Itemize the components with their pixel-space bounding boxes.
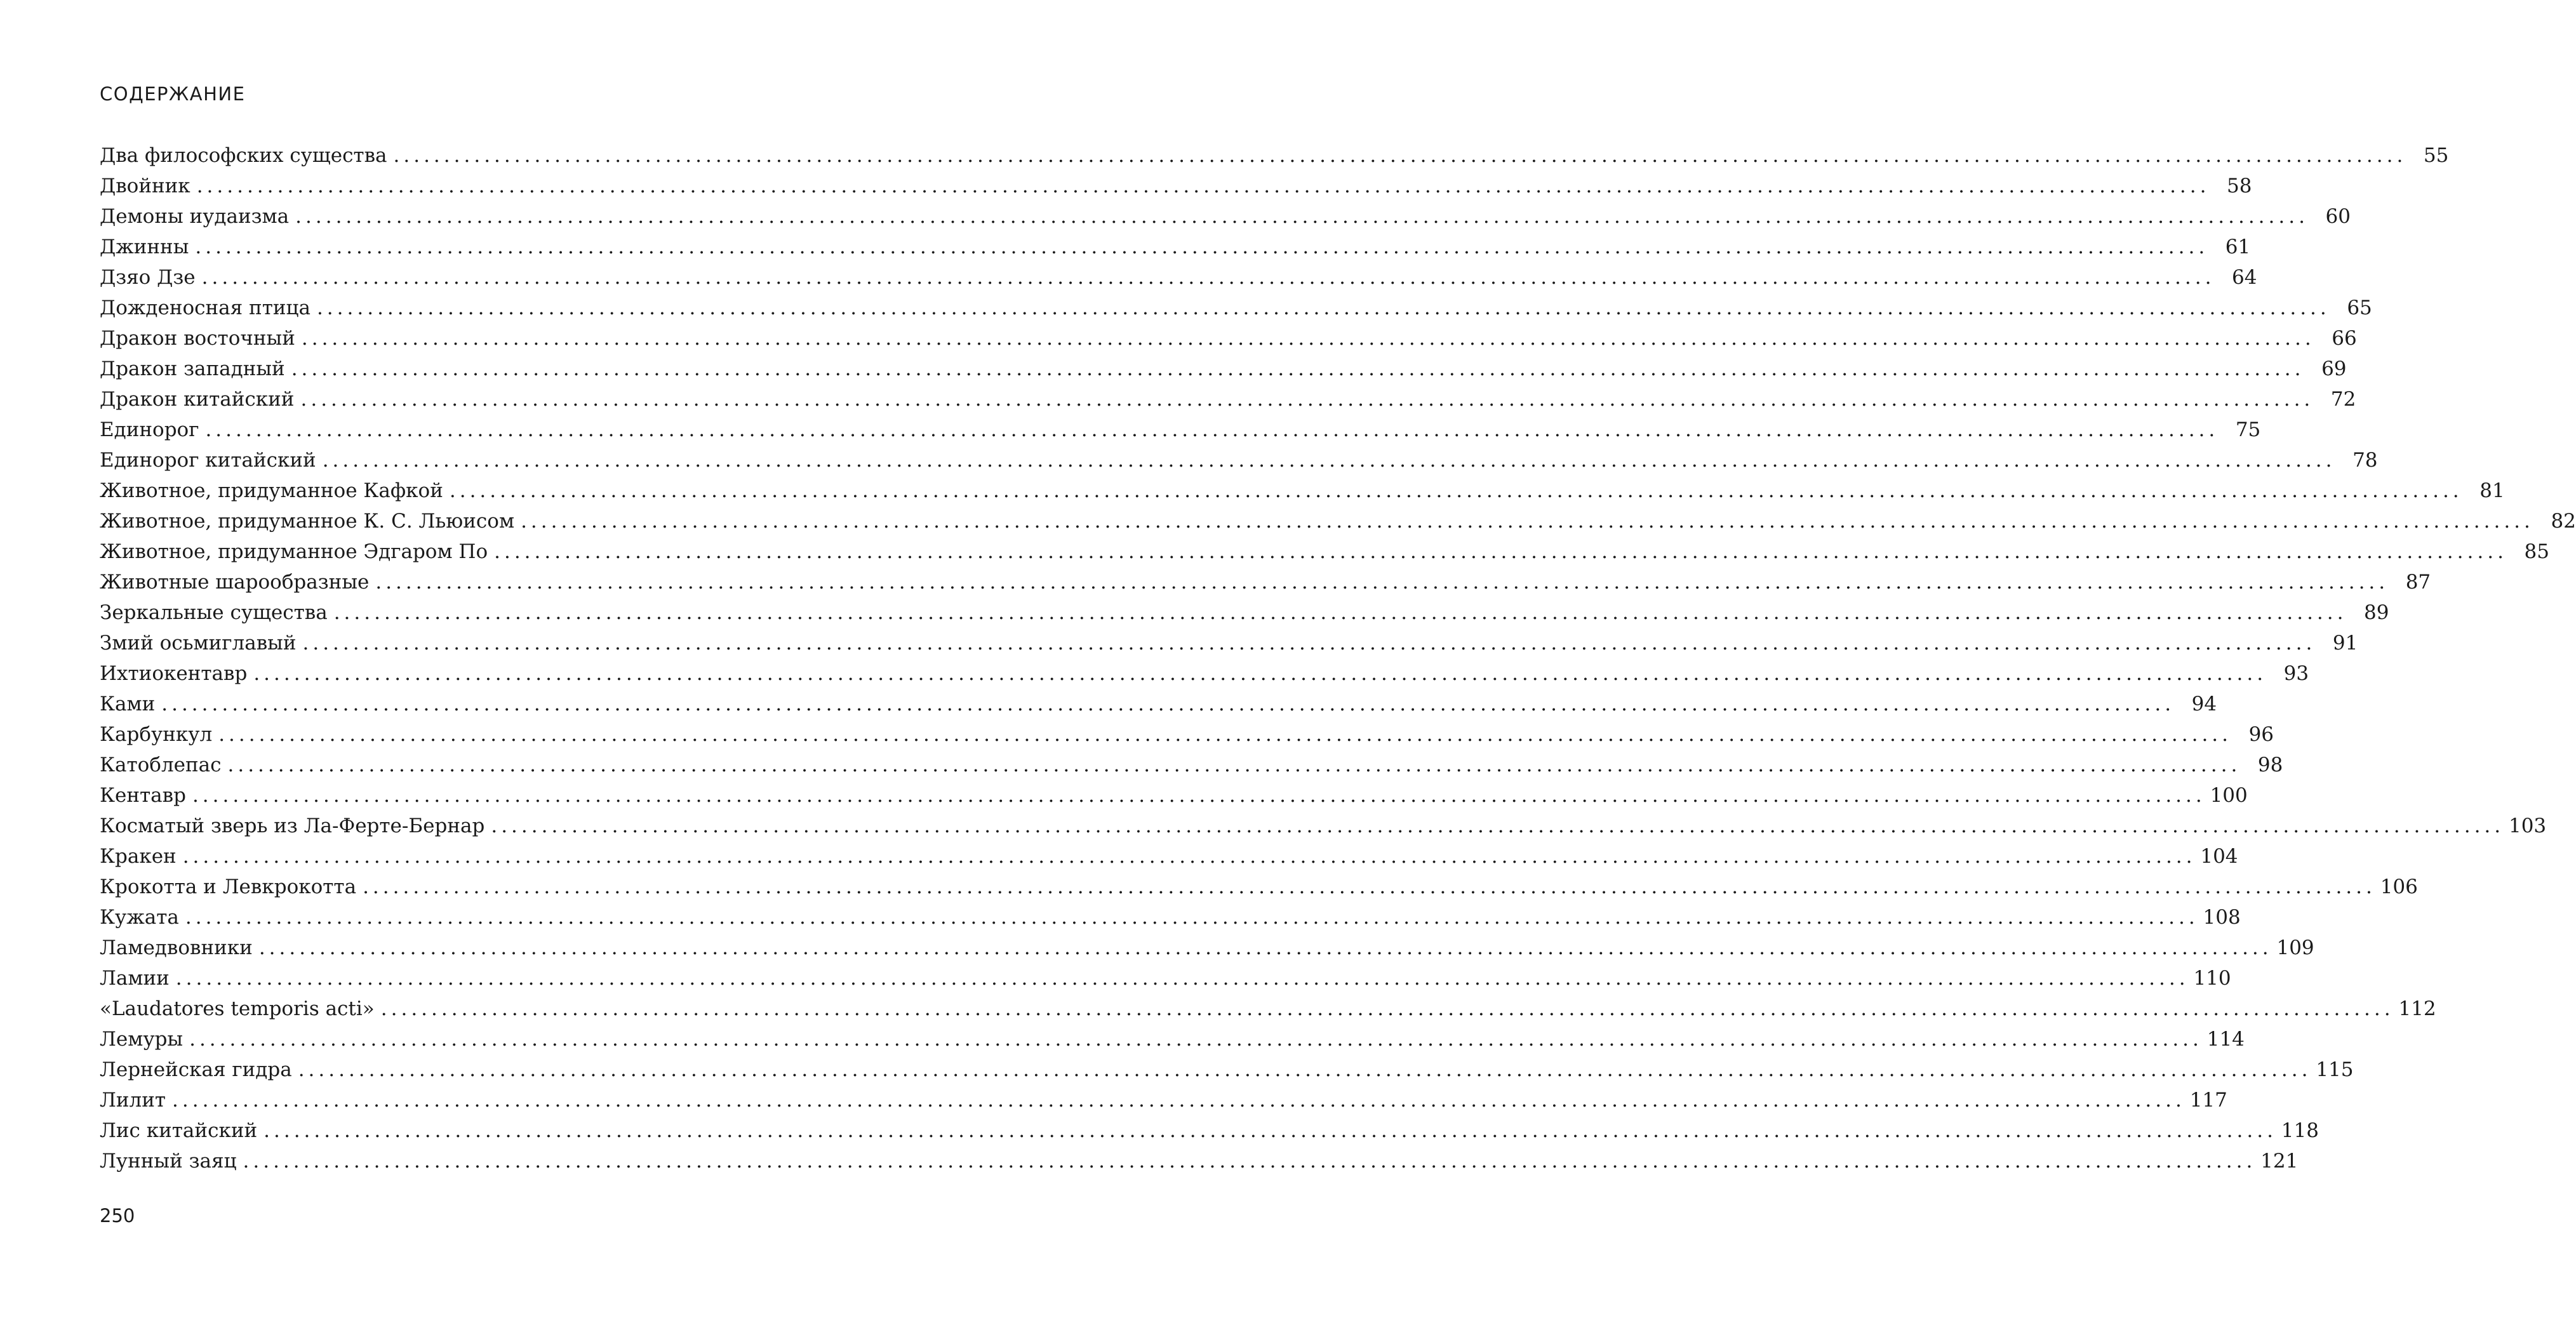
- toc-entry-page: 96: [2248, 723, 2274, 746]
- dot-leader: ........................................................................................................................................................................................................: [161, 693, 2175, 715]
- toc-entry: [100, 384, 2356, 415]
- toc-entry-page: 55: [2423, 144, 2449, 167]
- toc-entry-title: Лернейская гидра: [100, 1058, 292, 1081]
- toc-entry: [100, 354, 2347, 384]
- toc-entry: [100, 750, 2283, 780]
- toc-entry: [100, 902, 2241, 933]
- toc-entry: [100, 689, 2217, 719]
- toc-entry-page: 87: [2405, 571, 2431, 594]
- toc-entry-page: 94: [2191, 693, 2217, 715]
- toc-entry-title: Дракон западный: [100, 357, 285, 380]
- toc-entry: [100, 963, 2231, 994]
- dot-leader: ........................................................................................................................................................................................................: [264, 1119, 2277, 1142]
- dot-leader: ........................................................................................................................................................................................................: [491, 815, 2505, 837]
- toc-entry: [100, 171, 2252, 201]
- toc-entry-page: 93: [2283, 662, 2309, 685]
- toc-entry-page: 108: [2203, 906, 2241, 929]
- dot-leader: ........................................................................................................................................................................................................: [227, 754, 2241, 776]
- toc-entry-page: 72: [2330, 388, 2356, 411]
- toc-entry-title: Лемуры: [100, 1028, 184, 1051]
- toc-entry-page: 98: [2257, 754, 2283, 776]
- toc-entry-title: Демоны иудаизма: [100, 205, 290, 228]
- toc-entry-title: Животное, придуманное К. С. Льюисом: [100, 510, 515, 533]
- dot-leader: ........................................................................................................................................................................................................: [205, 418, 2219, 441]
- page-number: 250: [100, 1205, 135, 1227]
- dot-leader: ........................................................................................................................................................................................................: [192, 784, 2206, 807]
- toc-entry-page: 106: [2380, 875, 2418, 898]
- dot-leader: ........................................................................................................................................................................................................: [253, 662, 2267, 685]
- toc-entry: [100, 536, 2549, 567]
- toc-entry: [100, 567, 2431, 597]
- toc-entry: [100, 658, 2309, 689]
- toc-entry-title: Ламедвовники: [100, 936, 253, 959]
- toc-entry-page: 110: [2193, 967, 2231, 990]
- toc-entry-title: Животное, придуманное Кафкой: [100, 479, 443, 502]
- toc-entry-title: Косматый зверь из Ла-Ферте-Бернар: [100, 815, 485, 837]
- toc-entry: [100, 140, 2449, 171]
- toc-entry-title: Лунный заяц: [100, 1150, 237, 1173]
- toc-entry: [100, 445, 2378, 475]
- dot-leader: ........................................................................................................................................................................................................: [195, 236, 2209, 258]
- dot-leader: ........................................................................................................................................................................................................: [301, 327, 2315, 350]
- dot-leader: ........................................................................................................................................................................................................: [182, 845, 2196, 868]
- dot-leader: ........................................................................................................................................................................................................: [295, 205, 2309, 228]
- toc-entry-title: Джинны: [100, 236, 189, 258]
- dot-leader: ........................................................................................................................................................................................................: [258, 936, 2272, 959]
- toc-entry: [100, 323, 2357, 354]
- toc-entry-page: 118: [2281, 1119, 2319, 1142]
- toc-entry-title: Зеркальные существа: [100, 601, 328, 624]
- dot-leader: ........................................................................................................................................................................................................: [201, 266, 2215, 289]
- toc-entry-page: 117: [2189, 1089, 2227, 1112]
- toc-entry-title: Крокотта и Левкрокотта: [100, 875, 357, 898]
- toc-entry-title: Дожденосная птица: [100, 296, 310, 319]
- dot-leader: ........................................................................................................................................................................................................: [243, 1150, 2257, 1173]
- dot-leader: ........................................................................................................................................................................................................: [322, 449, 2336, 472]
- toc-entry-title: Кракен: [100, 845, 177, 868]
- toc-entry-page: 115: [2316, 1058, 2354, 1081]
- table-of-contents: [100, 140, 2576, 1176]
- toc-entry-title: Дзяо Дзе: [100, 266, 196, 289]
- toc-entry-page: 64: [2232, 266, 2257, 289]
- dot-leader: ........................................................................................................................................................................................................: [393, 144, 2407, 167]
- toc-entry: [100, 1024, 2245, 1054]
- dot-leader: ........................................................................................................................................................................................................: [300, 388, 2314, 411]
- dot-leader: ........................................................................................................................................................................................................: [363, 875, 2376, 898]
- toc-entry-title: Кужата: [100, 906, 179, 929]
- toc-entry: [100, 872, 2418, 902]
- toc-entry: [100, 415, 2261, 445]
- toc-entry-title: Ламии: [100, 967, 170, 990]
- toc-entry-title: Единорог китайский: [100, 449, 316, 472]
- toc-entry-page: 78: [2352, 449, 2378, 472]
- toc-entry: [100, 933, 2314, 963]
- toc-entry: [100, 475, 2505, 506]
- toc-entry-page: 69: [2321, 357, 2347, 380]
- toc-entry-title: Катоблепас: [100, 754, 222, 776]
- dot-leader: ........................................................................................................................................................................................................: [316, 296, 2330, 319]
- toc-entry-title: Два философских существа: [100, 144, 387, 167]
- toc-entry: [100, 1146, 2299, 1176]
- toc-entry-page: 61: [2225, 236, 2251, 258]
- toc-entry: [100, 841, 2238, 872]
- toc-entry: [100, 1085, 2227, 1115]
- toc-entry-title: Лилит: [100, 1089, 166, 1112]
- toc-entry-title: Двойник: [100, 175, 190, 197]
- toc-entry-page: 89: [2364, 601, 2389, 624]
- toc-entry: [100, 293, 2372, 323]
- toc-entry-page: 60: [2325, 205, 2351, 228]
- toc-entry: [100, 811, 2547, 841]
- toc-entry-title: Дракон восточный: [100, 327, 295, 350]
- toc-entry-page: 103: [2508, 815, 2547, 837]
- toc-entry-page: 109: [2276, 936, 2314, 959]
- toc-entry-page: 85: [2524, 540, 2549, 563]
- toc-entry: [100, 1054, 2354, 1085]
- toc-entry-title: Ихтиокентавр: [100, 662, 248, 685]
- toc-entry-page: 66: [2332, 327, 2357, 350]
- toc-entry-page: 82: [2551, 510, 2576, 533]
- toc-entry-page: 91: [2332, 632, 2358, 655]
- toc-entry-title: Единорог: [100, 418, 199, 441]
- toc-entry: [100, 994, 2436, 1024]
- dot-leader: ........................................................................................................................................................................................................: [291, 357, 2305, 380]
- dot-leader: ........................................................................................................................................................................................................: [375, 571, 2389, 594]
- toc-entry-page: 121: [2260, 1150, 2299, 1173]
- toc-entry-title: «Laudatores temporis acti»: [100, 997, 375, 1020]
- toc-entry-title: Ками: [100, 693, 156, 715]
- dot-leader: ........................................................................................................................................................................................................: [172, 1089, 2186, 1112]
- section-heading: СОДЕРЖАНИЕ: [100, 83, 246, 105]
- dot-leader: ........................................................................................................................................................................................................: [302, 632, 2316, 655]
- toc-entry: [100, 201, 2351, 232]
- dot-leader: ........................................................................................................................................................................................................: [185, 906, 2199, 929]
- dot-leader: ........................................................................................................................................................................................................: [380, 997, 2394, 1020]
- toc-entry-page: 100: [2210, 784, 2248, 807]
- toc-entry-title: Животные шарообразные: [100, 571, 370, 594]
- toc-entry: [100, 232, 2251, 262]
- toc-entry-page: 58: [2227, 175, 2252, 197]
- toc-entry-title: Кентавр: [100, 784, 186, 807]
- dot-leader: ........................................................................................................................................................................................................: [175, 967, 2189, 990]
- toc-entry: [100, 1115, 2319, 1146]
- toc-entry: [100, 780, 2248, 811]
- dot-leader: ........................................................................................................................................................................................................: [218, 723, 2232, 746]
- dot-leader: ........................................................................................................................................................................................................: [521, 510, 2534, 533]
- toc-entry-title: Животное, придуманное Эдгаром По: [100, 540, 488, 563]
- toc-entry: [100, 719, 2274, 750]
- toc-entry: [100, 597, 2389, 628]
- dot-leader: ........................................................................................................................................................................................................: [494, 540, 2507, 563]
- toc-entry-page: 65: [2347, 296, 2372, 319]
- toc-entry-title: Лис китайский: [100, 1119, 258, 1142]
- toc-entry-title: Дракон китайский: [100, 388, 295, 411]
- toc-entry: [100, 628, 2358, 658]
- dot-leader: ........................................................................................................................................................................................................: [189, 1028, 2203, 1051]
- toc-entry-page: 81: [2479, 479, 2505, 502]
- dot-leader: ........................................................................................................................................................................................................: [298, 1058, 2312, 1081]
- toc-entry-page: 112: [2398, 997, 2436, 1020]
- toc-entry-page: 75: [2235, 418, 2261, 441]
- toc-entry-title: Карбункул: [100, 723, 213, 746]
- dot-leader: ........................................................................................................................................................................................................: [196, 175, 2210, 197]
- toc-entry-page: 114: [2206, 1028, 2245, 1051]
- dot-leader: ........................................................................................................................................................................................................: [333, 601, 2347, 624]
- toc-entry: [100, 506, 2576, 536]
- toc-entry-title: Змий осьмиглавый: [100, 632, 297, 655]
- toc-entry-page: 104: [2200, 845, 2238, 868]
- dot-leader: ........................................................................................................................................................................................................: [449, 479, 2463, 502]
- toc-entry: [100, 262, 2257, 293]
